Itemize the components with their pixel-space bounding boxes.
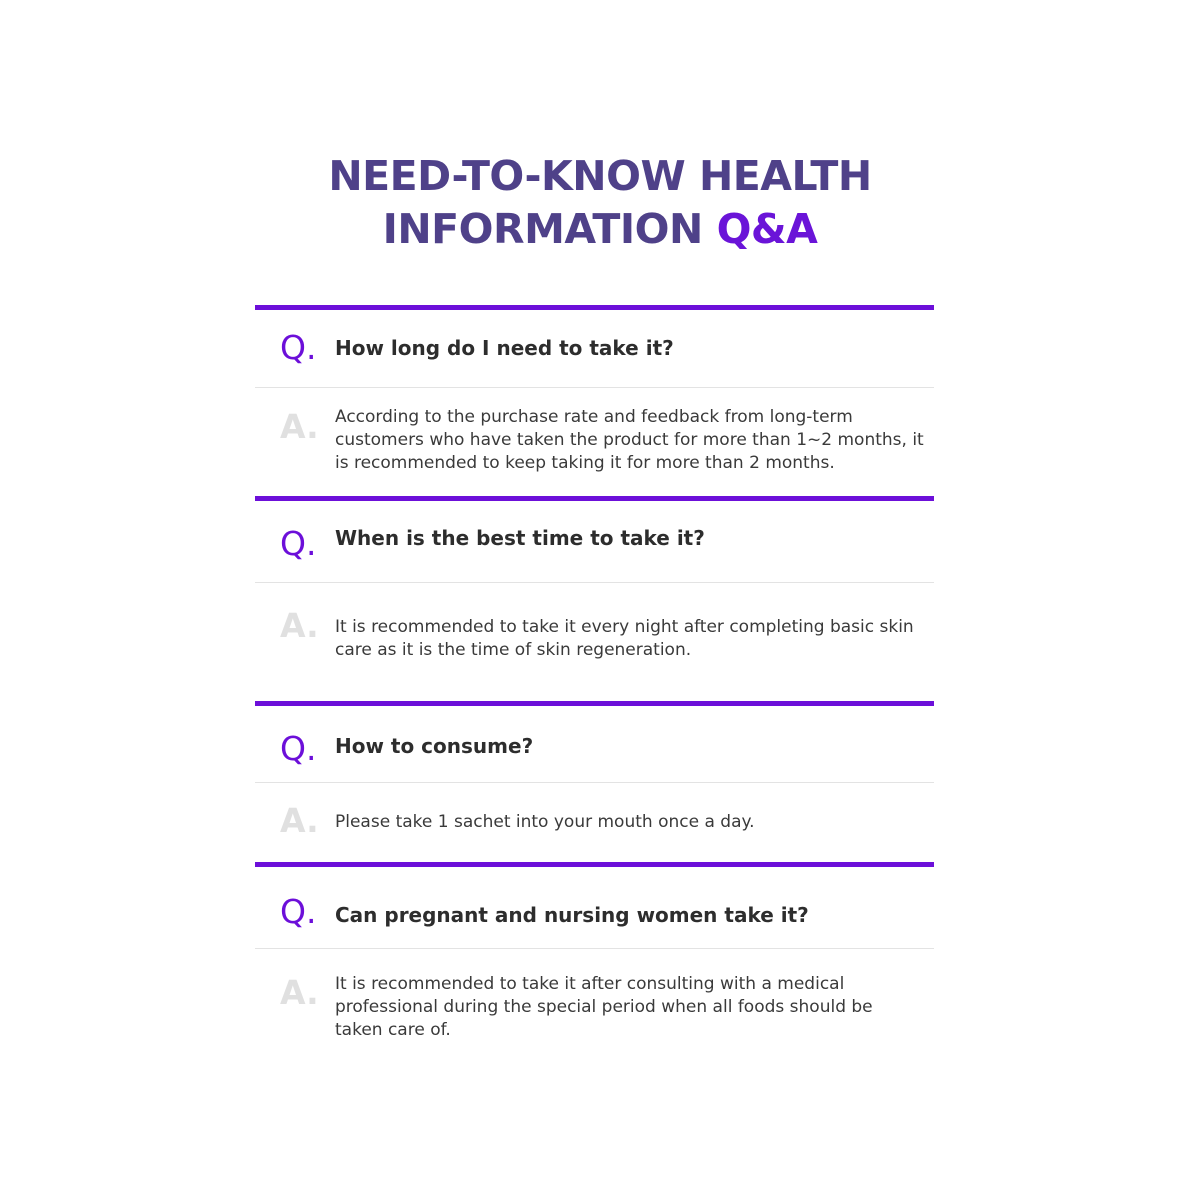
answer-marker: A. bbox=[280, 973, 319, 1012]
divider-thin bbox=[255, 948, 934, 949]
question-text: When is the best time to take it? bbox=[335, 526, 705, 550]
title-line-2-main: INFORMATION bbox=[382, 205, 717, 253]
answer-text: According to the purchase rate and feedback from long-term customers who have taken the product for more than 1~2 months, it is recommended to keep taking it for more than 2 months. bbox=[335, 407, 924, 473]
question-marker: Q. bbox=[280, 524, 317, 563]
question-text: How long do I need to take it? bbox=[335, 336, 674, 360]
question-text: Can pregnant and nursing women take it? bbox=[335, 903, 809, 927]
divider-thin bbox=[255, 782, 934, 783]
question-marker: Q. bbox=[280, 729, 317, 768]
title-line-1: NEED-TO-KNOW HEALTH bbox=[328, 152, 872, 200]
question-marker: Q. bbox=[280, 328, 317, 367]
answer-text: Please take 1 sachet into your mouth once a day. bbox=[335, 812, 755, 832]
divider-strong bbox=[255, 862, 934, 867]
question-marker: Q. bbox=[280, 892, 317, 931]
question-text: How to consume? bbox=[335, 734, 534, 758]
divider-strong bbox=[255, 496, 934, 501]
title-line-2 bbox=[0, 203, 1200, 256]
divider-strong bbox=[255, 701, 934, 706]
answer-marker: A. bbox=[280, 801, 319, 840]
divider-thin bbox=[255, 387, 934, 388]
answer-marker: A. bbox=[280, 606, 319, 645]
title-accent: Q&A bbox=[716, 205, 818, 253]
divider-strong bbox=[255, 305, 934, 310]
answer-text: It is recommended to take it every night after completing basic skin care as it is the time of skin regeneration. bbox=[335, 617, 914, 660]
answer-text: It is recommended to take it after consulting with a medical professional during the special period when all foods should be taken care of. bbox=[335, 974, 873, 1040]
page-title bbox=[0, 150, 1200, 256]
divider-thin bbox=[255, 582, 934, 583]
answer-marker: A. bbox=[280, 407, 319, 446]
